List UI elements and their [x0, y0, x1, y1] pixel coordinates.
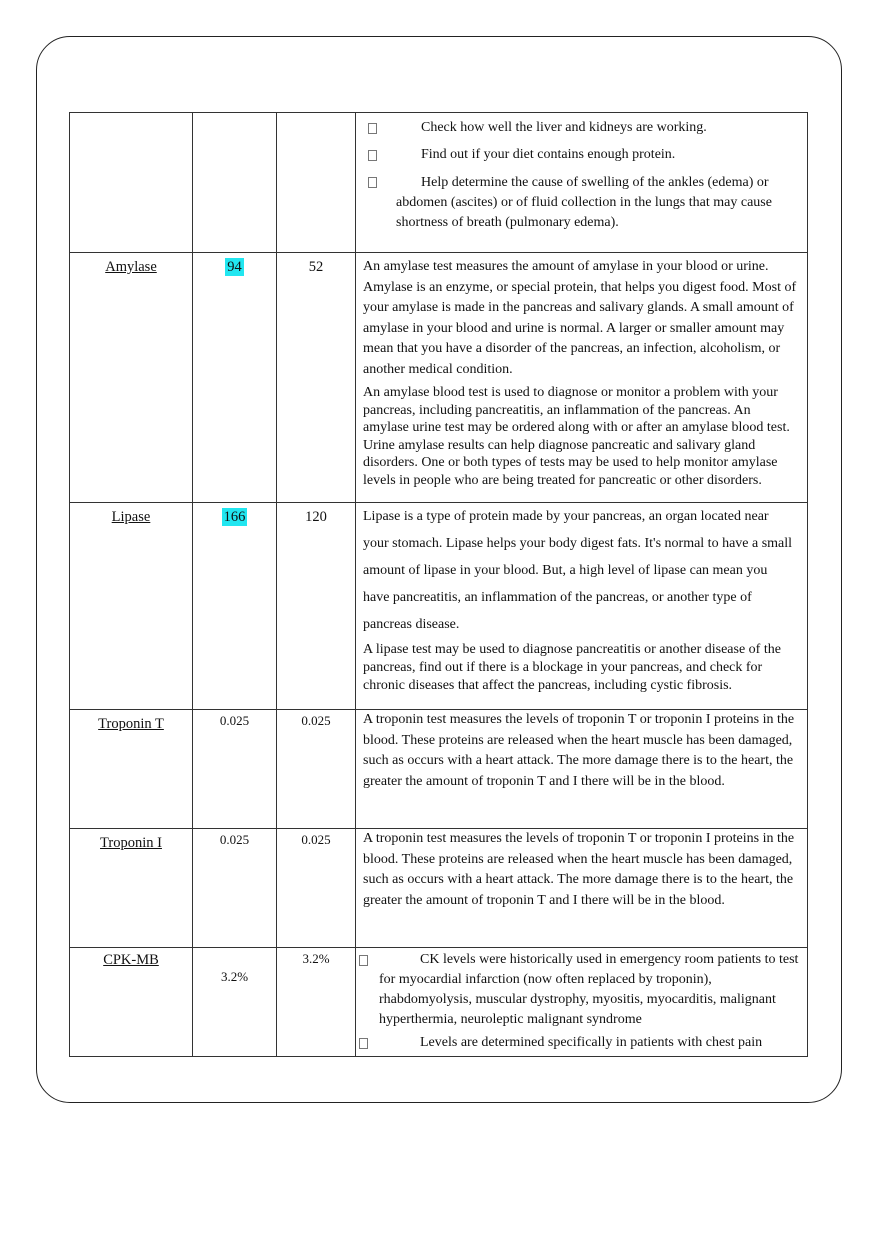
reference-cell: 3.2%	[277, 948, 356, 1057]
checkbox-bullet-icon	[356, 173, 396, 233]
result-cell: 0.025	[193, 710, 277, 829]
table-row	[70, 829, 808, 948]
table-row	[70, 948, 808, 1057]
lab-results-table	[69, 112, 808, 1057]
checkbox-bullet-icon	[359, 1038, 368, 1049]
result-highlight: 166	[223, 509, 246, 525]
result-cell	[193, 113, 277, 253]
description-cell	[356, 113, 808, 253]
result-highlight: 94	[227, 259, 242, 275]
description-paragraph: A lipase test may be used to diagnose pancreatitis or another disease of the pancreas, find out if there is a blockage in your pancreas, and check for chronic diseases that affect the pancreas, including cystic fibrosis.	[363, 642, 781, 693]
checkbox-bullet-icon	[356, 119, 396, 140]
reference-cell: 0.025	[277, 829, 356, 948]
list-item: Levels are determined specifically in patients with chest pain	[356, 1033, 799, 1053]
description-paragraph: An amylase blood test is used to diagnose or monitor a problem with your pancreas, including pancreatitis, an inflammation of the pancreas. An amylase urine test may be ordered along with or after an amylase blood test. Urine amylase results can help diagnose pancreatic and salivary gland disorders. One or both types of tests may be used to help monitor amylase levels in people who are being treated for pancreatic or other disorders.	[363, 385, 790, 488]
description-paragraph: Lipase is a type of protein made by your pancreas, an organ located near your stomach. Lipase helps your body digest fats. It's normal to have a small amount of lipase in your blood. But, a high level of lipase can mean you have pancreatitis, an inflammation of the pancreas, or another type of pancreas disease.	[363, 509, 793, 632]
list-item: Check how well the liver and kidneys are working.	[356, 119, 797, 140]
list-item: CK levels were historically used in emergency room patients to test for myocardial infarction (now often replaced by troponin), rhabdomyolysis, muscular dystrophy, myositis, myocarditis, malignant hyperthermia, neuroleptic malignant syndrome	[356, 950, 799, 1030]
test-name-cell: CPK-MB	[70, 948, 193, 1057]
result-cell: 3.2%	[193, 948, 277, 1057]
list-item: Find out if your diet contains enough protein.	[356, 146, 797, 167]
description-cell	[356, 710, 808, 829]
description-cell	[356, 829, 808, 948]
description-paragraph: A troponin test measures the levels of troponin T or troponin I proteins in the blood. These proteins are released when the heart muscle has been damaged, such as occurs with a heart attack. The more damage there is to the heart, the greater the amount of troponin T and I there will be in the blood.	[363, 712, 795, 789]
test-name-cell: Lipase	[70, 503, 193, 710]
description-paragraph: A troponin test measures the levels of troponin T or troponin I proteins in the blood. These proteins are released when the heart muscle has been damaged, such as occurs with a heart attack. The more damage there is to the heart, the greater the amount of troponin T and I there will be in the blood.	[363, 831, 795, 908]
test-name-cell	[70, 113, 193, 253]
test-name-cell: Troponin I	[70, 829, 193, 948]
checkbox-bullet-icon	[359, 955, 368, 966]
result-cell	[193, 503, 277, 710]
table-row	[70, 503, 808, 710]
reference-cell: 52	[277, 253, 356, 503]
table-row	[70, 710, 808, 829]
result-cell: 0.025	[193, 829, 277, 948]
reference-cell	[277, 113, 356, 253]
description-cell	[356, 948, 808, 1057]
table-row	[70, 113, 808, 253]
list-item: Help determine the cause of swelling of the ankles (edema) or abdomen (ascites) or of fluid collection in the lungs that may cause shortness of breath (pulmonary edema).	[356, 173, 797, 233]
description-paragraph: An amylase test measures the amount of amylase in your blood or urine. Amylase is an enzyme, or special protein, that helps you digest food. Most of your amylase is made in the pancreas and salivary glands. A small amount of amylase in your blood and urine is normal. A larger or smaller amount may mean that you have a disorder of the pancreas, an infection, alcoholism, or another medical condition.	[363, 259, 797, 377]
test-name-cell: Troponin T	[70, 710, 193, 829]
reference-cell: 120	[277, 503, 356, 710]
checkbox-bullet-icon	[356, 146, 396, 167]
description-cell	[356, 503, 808, 710]
test-name-cell: Amylase	[70, 253, 193, 503]
description-cell	[356, 253, 808, 503]
table-row	[70, 253, 808, 503]
result-cell	[193, 253, 277, 503]
reference-cell: 0.025	[277, 710, 356, 829]
